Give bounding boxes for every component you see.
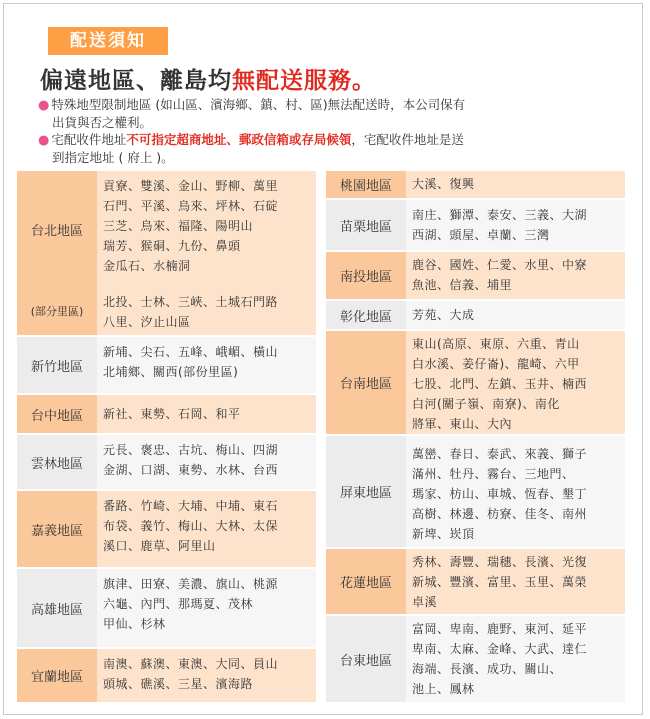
region-label: 高雄地區 (17, 569, 97, 647)
area-line: 卓溪 (412, 595, 438, 609)
notice-headline (40, 62, 376, 95)
area-line: 南澳、蘇澳、東澳、大同、員山 (103, 657, 279, 671)
area-line: 高樹、林邊、枋寮、佳冬、南州 (412, 507, 588, 521)
region-label: 宜蘭地區 (17, 649, 97, 702)
region-areas (406, 252, 625, 299)
area-line: 瑪家、枋山、車城、恆春、墾丁 (412, 487, 588, 501)
region-label: 雲林地區 (17, 435, 97, 489)
area-line: 三芝、烏來、福隆、陽明山 (103, 219, 254, 233)
area-line: 旗津、田寮、美濃、旗山、桃源 (103, 577, 279, 591)
pink-dot-icon: ● (38, 133, 50, 148)
region-label: 台北地區 (17, 171, 97, 287)
region-areas (97, 649, 316, 702)
area-line: 鹿谷、國姓、仁愛、水里、中寮 (412, 258, 588, 272)
region-label: 屏東地區 (326, 436, 406, 547)
area-line: 大溪、復興 (412, 177, 475, 191)
region-areas (406, 616, 625, 702)
note-address (38, 131, 623, 166)
area-line: 北投、士林、三峽、土城石門路 (103, 295, 279, 309)
area-line: 甲仙、杉林 (103, 617, 166, 631)
region-label: 台南地區 (326, 331, 406, 434)
region-label: 花蓮地區 (326, 549, 406, 614)
headline-prefix: 偏遠地區、離島均 (40, 68, 232, 94)
note1-line1: 特殊地型限制地區 (如山區、濱海鄉、鎮、村、區)無法配送時，本公司保有 (51, 97, 466, 112)
region-areas (97, 287, 316, 335)
area-line: 北埔鄉、關西(部份里區) (103, 365, 239, 379)
region-label: 苗栗地區 (326, 200, 406, 250)
region-label: 新竹地區 (17, 337, 97, 393)
region-areas (97, 435, 316, 489)
note2-line2: 到指定地址 ( 府上 )。 (52, 150, 174, 165)
region-label: 台東地區 (326, 616, 406, 702)
area-line: 秀林、壽豐、瑞穗、長濱、光復 (412, 555, 588, 569)
area-line: 池上、鳳林 (412, 682, 475, 696)
region-areas (97, 491, 316, 567)
region-label: 嘉義地區 (17, 491, 97, 567)
region-areas (97, 569, 316, 647)
area-line: 西湖、頭屋、卓蘭、三灣 (412, 228, 550, 242)
area-line: 八里、汐止山區 (103, 315, 191, 329)
area-line: 金瓜石、水楠洞 (103, 259, 191, 273)
region-areas (406, 331, 625, 434)
area-line: 將軍、東山、大內 (412, 417, 513, 431)
region-areas (97, 171, 316, 287)
note2-prefix: 宅配收件地址 (51, 132, 127, 147)
note-terrain (38, 96, 623, 131)
area-line: 溪口、鹿草、阿里山 (103, 539, 216, 553)
area-line: 富岡、卑南、鹿野、東河、延平 (412, 622, 588, 636)
area-line: 南庄、獅潭、泰安、三義、大湖 (412, 208, 588, 222)
region-areas (406, 171, 625, 198)
note1-line2: 出貨與否之權利。 (52, 115, 153, 130)
note2-emphasis: 不可指定超商地址、郵政信箱或存局候領 (126, 132, 352, 147)
area-line: 東山(高原、東原、六重、青山 (412, 337, 580, 351)
region-label: 台中地區 (17, 395, 97, 433)
note2-suffix: ，宅配收件地址是送 (351, 132, 464, 147)
region-areas (406, 301, 625, 329)
region-areas (406, 436, 625, 547)
area-line: 海端、長濱、成功、關山、 (412, 662, 563, 676)
region-areas (406, 200, 625, 250)
region-label: 桃園地區 (326, 171, 406, 198)
area-line: 卑南、太麻、金峰、大武、達仁 (412, 642, 588, 656)
area-line: 元長、褒忠、古坑、梅山、四湖 (103, 443, 279, 457)
area-line: 番路、竹崎、大埔、中埔、東石 (103, 499, 279, 513)
pink-dot-icon: ● (38, 98, 50, 113)
area-line: 金湖、口湖、東勢、水林、台西 (103, 463, 279, 477)
area-line: 貢寮、雙溪、金山、野柳、萬里 (103, 179, 279, 193)
area-line: 石門、平溪、烏來、坪林、石碇 (103, 199, 279, 213)
area-line: 白水溪、姜仔崙)、龍崎、六甲 (412, 357, 580, 371)
area-line: 七股、北門、左鎮、玉井、楠西 (412, 377, 588, 391)
region-areas (97, 337, 316, 393)
area-line: 布袋、義竹、梅山、大林、太保 (103, 519, 279, 533)
area-line: 新社、東勢、石岡、和平 (103, 407, 241, 421)
region-areas (97, 395, 316, 433)
area-line: 六龜、內門、那瑪夏、茂林 (103, 597, 254, 611)
area-line: 萬巒、春日、泰武、來義、獅子 (412, 447, 588, 461)
headline-emphasis: 無配送服務。 (232, 68, 376, 94)
region-label: (部分里區) (17, 287, 97, 335)
region-areas (406, 549, 625, 614)
area-line: 新城、豐濱、富里、玉里、萬榮 (412, 575, 588, 589)
area-line: 滿州、牡丹、霧台、三地門、 (412, 467, 575, 481)
region-label: 彰化地區 (326, 301, 406, 329)
area-line: 瑞芳、猴硐、九份、鼻頭 (103, 239, 241, 253)
area-line: 新埤、崁頂 (412, 527, 475, 541)
area-line: 新埔、尖石、五峰、峨嵋、橫山 (103, 345, 279, 359)
area-line: 白河(關子嶺、南寮)、南化 (412, 397, 560, 411)
area-line: 頭城、礁溪、三星、濱海路 (103, 677, 254, 691)
area-line: 魚池、信義、埔里 (412, 278, 513, 292)
area-line: 芳苑、大成 (412, 308, 475, 322)
notice-badge: 配送須知 (48, 27, 168, 55)
region-label: 南投地區 (326, 252, 406, 299)
